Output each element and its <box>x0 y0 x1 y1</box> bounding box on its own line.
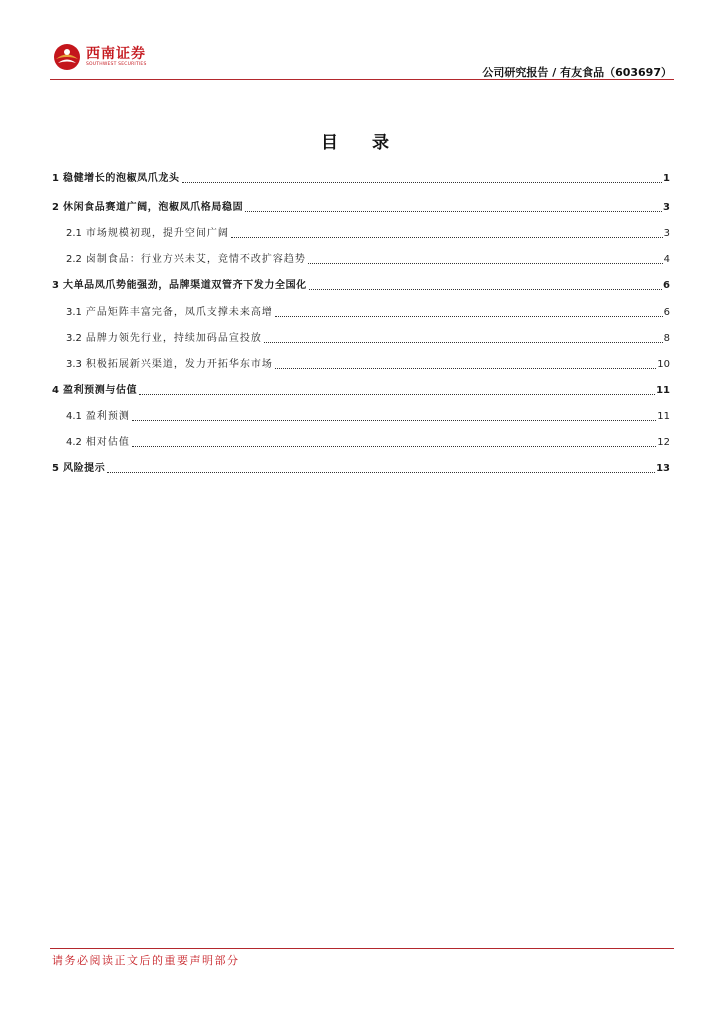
brand-emblem-icon <box>52 42 82 72</box>
toc-entry-title: 盈利预测与估值 <box>62 385 138 396</box>
toc-entry-page: 6 <box>663 307 670 318</box>
toc-leader-dots <box>309 289 662 290</box>
toc-entry-page: 11 <box>657 411 670 422</box>
toc-entry[interactable] <box>52 251 670 267</box>
toc-leader-dots <box>275 316 663 317</box>
footer-divider <box>50 948 674 949</box>
toc-entry-page: 13 <box>656 463 670 474</box>
toc-entry-page: 6 <box>663 280 670 291</box>
toc-entry[interactable] <box>52 460 670 476</box>
toc-leader-dots <box>132 420 656 421</box>
toc-leader-dots <box>139 394 655 395</box>
toc-entry-number: 3.3 <box>66 359 82 370</box>
toc-entry-number: 2 <box>52 202 59 213</box>
toc-entry-title: 盈利预测 <box>85 411 130 422</box>
toc-entry-number: 3.2 <box>66 333 82 344</box>
toc-entry[interactable] <box>52 277 670 293</box>
toc-leader-dots <box>107 472 655 473</box>
toc-entry[interactable] <box>52 434 670 450</box>
page-header <box>0 0 724 82</box>
toc-entry-title: 卤制食品：行业方兴未艾，竞情不改扩容趋势 <box>85 254 306 265</box>
toc-entry-number: 2.2 <box>66 254 82 265</box>
toc-leader-dots <box>275 368 656 369</box>
toc-entry-title: 大单品凤爪势能强劲，品牌渠道双管齐下发力全国化 <box>62 280 307 291</box>
toc-entry[interactable] <box>52 382 670 398</box>
toc-entry-page: 10 <box>657 359 670 370</box>
toc-entry-number: 1 <box>52 173 59 184</box>
brand-name-cn: 西南证券 <box>86 46 146 62</box>
toc-entry-title: 积极拓展新兴渠道，发力开拓华东市场 <box>85 359 273 370</box>
toc-entry-page: 12 <box>657 437 670 448</box>
brand-logo <box>52 42 147 72</box>
toc-entry-number: 3.1 <box>66 307 82 318</box>
toc-entry-number: 4 <box>52 385 59 396</box>
footer-disclaimer: 请务必阅读正文后的重要声明部分 <box>52 954 240 967</box>
toc-entry-title: 稳健增长的泡椒凤爪龙头 <box>62 173 180 184</box>
toc-title: 目 录 <box>321 133 403 153</box>
toc-entry[interactable] <box>52 225 670 241</box>
toc-entry-title: 产品矩阵丰富完备，凤爪支撑未来高增 <box>85 307 273 318</box>
toc-entry-title: 品牌力领先行业，持续加码品宣投放 <box>85 333 262 344</box>
toc-entry-number: 3 <box>52 280 59 291</box>
toc-leader-dots <box>245 211 662 212</box>
toc-leader-dots <box>308 263 663 264</box>
toc-entry-page: 11 <box>656 385 670 396</box>
toc-entry-page: 8 <box>663 333 670 344</box>
toc-entry-title: 相对估值 <box>85 437 130 448</box>
toc-entry-number: 4.1 <box>66 411 82 422</box>
toc-entry-title: 市场规模初现，提升空间广阔 <box>85 228 229 239</box>
toc-leader-dots <box>231 237 663 238</box>
toc-leader-dots <box>182 182 662 183</box>
toc-entry-number: 4.2 <box>66 437 82 448</box>
brand-name-en: SOUTHWEST SECURITIES <box>86 62 147 67</box>
toc-entry[interactable] <box>52 170 670 186</box>
toc-entry-title: 风险提示 <box>62 463 106 474</box>
toc-entry-page: 1 <box>663 173 670 184</box>
toc-leader-dots <box>132 446 656 447</box>
toc-entry-number: 2.1 <box>66 228 82 239</box>
toc-entry-title: 休闲食品赛道广阔，泡椒凤爪格局稳固 <box>62 202 244 213</box>
header-divider <box>50 79 674 80</box>
toc-entry-page: 4 <box>663 254 670 265</box>
toc-entry[interactable] <box>52 199 670 215</box>
toc-entry[interactable] <box>52 408 670 424</box>
toc-leader-dots <box>264 342 663 343</box>
report-tag: 公司研究报告 / 有友食品（603697） <box>482 66 672 79</box>
toc-entry[interactable] <box>52 330 670 346</box>
toc-entry-page: 3 <box>663 228 670 239</box>
toc-entry-number: 5 <box>52 463 59 474</box>
toc-entry[interactable] <box>52 356 670 372</box>
toc-entry-page: 3 <box>663 202 670 213</box>
toc-entry[interactable] <box>52 304 670 320</box>
